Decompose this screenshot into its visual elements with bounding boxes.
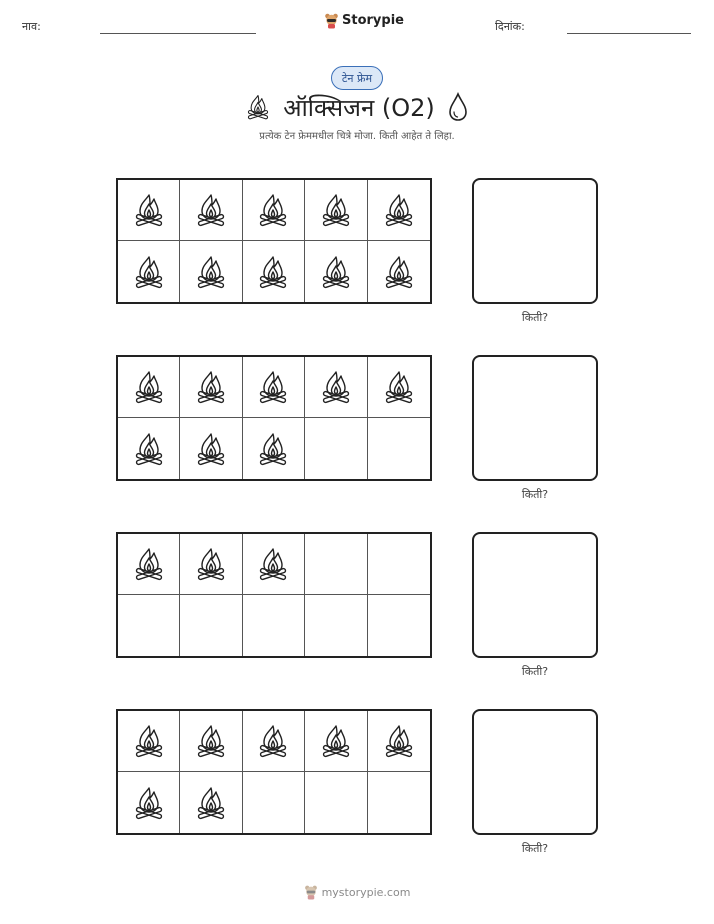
campfire-icon [256,546,290,582]
ten-frame-2 [116,355,432,481]
ten-frame-cell [180,772,242,833]
campfire-icon [256,723,290,759]
ten-frame-cell [180,241,242,302]
ten-frame-cell [118,357,180,418]
campfire-icon [132,723,166,759]
campfire-icon [132,369,166,405]
ten-frame-cell [243,534,305,595]
ten-frame-cell [243,418,305,479]
ten-frame-cell [305,711,367,772]
ten-frame-cell [180,418,242,479]
campfire-icon [319,192,353,228]
ten-frame-cell [243,711,305,772]
ten-frame-cell [368,772,430,833]
ten-frame-cell [368,534,430,595]
page-title: ऑक्सिजन (O2) [283,93,435,122]
ten-frame-cell [368,418,430,479]
ten-frame-4 [116,709,432,835]
ten-frame-cell [368,180,430,241]
ten-frame-cell [243,241,305,302]
answer-box-3[interactable] [472,532,598,658]
ten-frame-cell [368,241,430,302]
campfire-icon [132,785,166,821]
campfire-icon [132,546,166,582]
answer-label-4: किती? [521,842,549,855]
ten-frame-cell [118,595,180,656]
ten-frame-cell [305,534,367,595]
ten-frame-cell [305,418,367,479]
topic-badge: टेन फ्रेम [331,66,383,90]
answer-box-2[interactable] [472,355,598,481]
ten-frame-cell [118,418,180,479]
campfire-icon [132,431,166,467]
ten-frame-3 [116,532,432,658]
ten-frame-cell [243,357,305,418]
campfire-icon [319,254,353,290]
campfire-icon [256,369,290,405]
ten-frame-cell [180,711,242,772]
ten-frame-cell [243,595,305,656]
ten-frame-cell [118,534,180,595]
campfire-icon [382,723,416,759]
ten-frame-cell [118,180,180,241]
ten-frame-cell [305,595,367,656]
ten-frame-cell [368,357,430,418]
ten-frame-cell [305,180,367,241]
ten-frame-cell [368,595,430,656]
campfire-icon [382,254,416,290]
campfire-icon [194,369,228,405]
campfire-icon [256,192,290,228]
answer-label-1: किती? [521,311,549,324]
date-line[interactable] [567,33,691,34]
water-drop-icon [447,92,469,122]
answer-label-3: किती? [521,665,549,678]
name-line[interactable] [100,33,256,34]
ten-frame-cell [305,357,367,418]
footer-url: mystorypie.com [321,885,411,899]
ten-frame-cell [118,711,180,772]
campfire-icon [382,369,416,405]
ten-frame-cell [180,534,242,595]
storypie-mascot-icon [324,12,339,29]
ten-frame-cell [118,241,180,302]
name-label: नाव: [22,20,41,33]
answer-label-2: किती? [521,488,549,501]
ten-frame-cell [305,772,367,833]
campfire-icon [194,254,228,290]
campfire-icon [194,431,228,467]
storypie-mascot-icon [304,884,318,900]
campfire-icon [194,785,228,821]
date-label: दिनांक: [495,20,525,33]
campfire-icon [256,431,290,467]
ten-frame-1 [116,178,432,304]
brand-name: Storypie [342,13,404,28]
ten-frame-cell [118,772,180,833]
instructions: प्रत्येक टेन फ्रेममधील चित्रे मोजा. किती आहेत ते लिहा. [259,131,455,142]
campfire-icon [194,546,228,582]
brand-logo [324,12,404,29]
title-row [0,89,714,125]
ten-frame-cell [368,711,430,772]
campfire-icon [256,254,290,290]
ten-frame-cell [305,241,367,302]
campfire-icon [319,369,353,405]
ten-frame-cell [243,180,305,241]
campfire-icon [382,192,416,228]
campfire-icon [194,192,228,228]
ten-frame-cell [180,180,242,241]
ten-frame-cell [180,595,242,656]
answer-box-4[interactable] [472,709,598,835]
answer-box-1[interactable] [472,178,598,304]
campfire-icon [245,93,271,121]
ten-frame-cell [243,772,305,833]
campfire-icon [194,723,228,759]
campfire-icon [132,192,166,228]
footer [0,884,714,900]
campfire-icon [132,254,166,290]
campfire-icon [319,723,353,759]
ten-frame-cell [180,357,242,418]
